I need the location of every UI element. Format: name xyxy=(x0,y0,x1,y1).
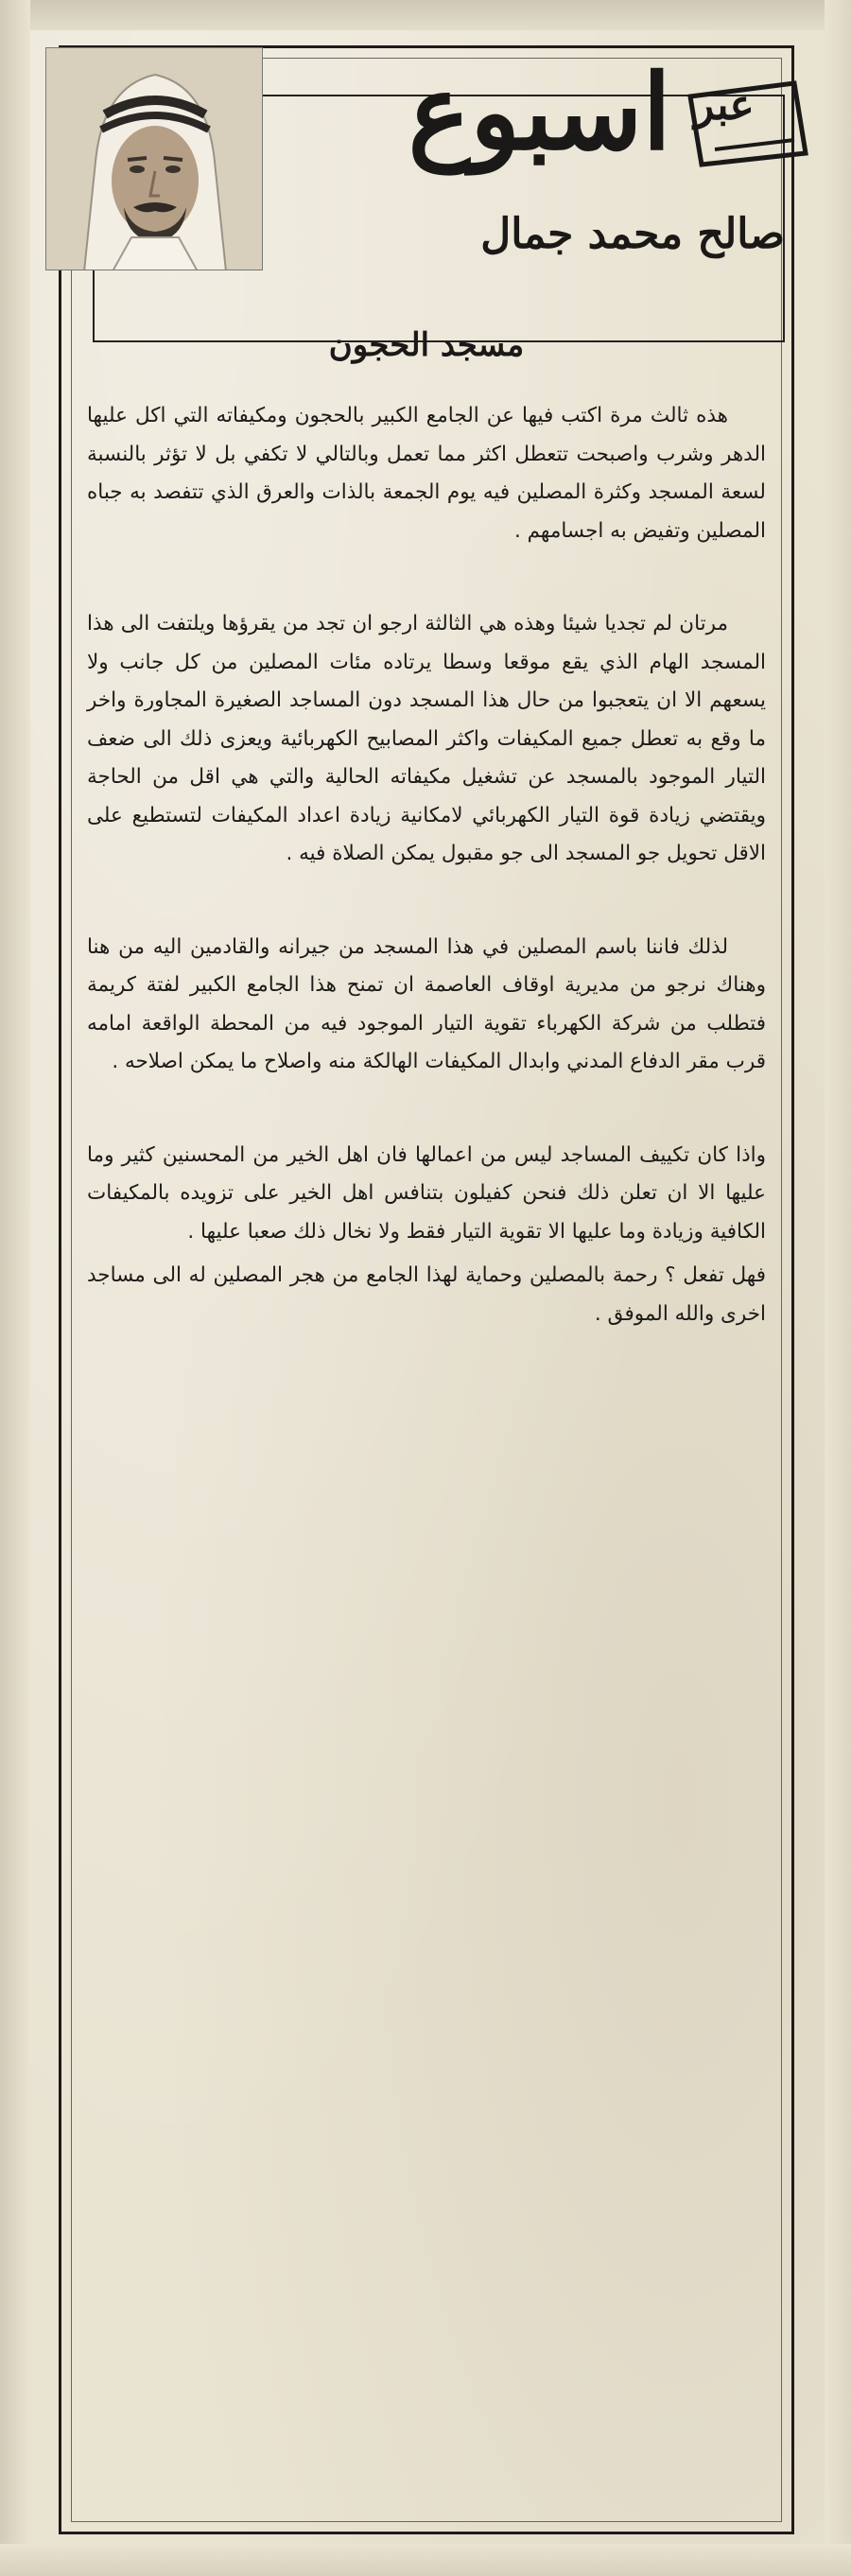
author-photo xyxy=(45,47,263,270)
column-logo xyxy=(681,78,813,168)
paper-right-edge xyxy=(825,0,851,2576)
column-name: اسبوع xyxy=(408,51,671,173)
article-paragraph-1: هذه ثالث مرة اكتب فيها عن الجامع الكبير بالحجون ومكيفاته التي اكل عليها الدهر وشرب واصبحت تتعطل اكثر مما تعمل وبالتالي لا تكفي بل لا تؤثر بالنسبة لسعة المسجد وكثرة المصلين فيه يوم الجمعة بالذات والعرق الذي تتفصد به جباه المصلين وتفيض به اجسامهم . xyxy=(87,404,766,543)
article-body xyxy=(87,397,766,1333)
author-name: صالح محمد جمال xyxy=(480,210,785,258)
article-paragraph-3: لذلك فاننا باسم المصلين في هذا المسجد من جيرانه والقادمين اليه من هنا وهناك نرجو من مديرية اوقاف العاصمة ان تمنح هذا الجامع الكبير لفتة كريمة فتطلب من شركة الكهرباء تقوية التيار الموجود فيه من المحطة الواقعة امامه قرب مقر الدفاع المدني وابدال المكيفات الهالكة منه واصلاح ما يمكن اصلاحه . xyxy=(87,934,766,1073)
portrait-photo-icon xyxy=(46,48,263,270)
article-paragraph-2: مرتان لم تجديا شيئا وهذه هي الثالثة ارجو ان تجد من يقرؤها ويلتفت الى هذا المسجد الهام الذي يقع موقعا وسطا يرتاده مئات المصلين من كل جانب ولا يسعهم الا ان يتعجبوا من حال هذا المسجد دون المساجد الصغيرة المجاورة واخر ما وقع به تعطل جميع المكيفات واكثر المصابيح الكهربائية ويعزى ذلك الى ضعف التيار الموجود بالمسجد عن تشغيل مكيفاته الحالية والتي هي اقل من الحاجة ويقتضي زيادة قوة التيار الكهربائي لامكانية زيادة اعداد المكيفات لتستطيع على الاقل تحويل جو المسجد الى جو مقبول يمكن الصلاة فيه . xyxy=(87,612,766,865)
paper-bottom-edge xyxy=(0,2544,851,2576)
article-title: مسجد الحجون xyxy=(328,326,525,364)
article-paragraph-5: فهل تفعل ؟ رحمة بالمصلين وحماية لهذا الجامع من هجر المصلين له الى مساجد اخرى والله الموفق . xyxy=(87,1263,766,1326)
column-logo-text: عبر xyxy=(694,81,755,130)
article-paragraph-4: واذا كان تكييف المساجد ليس من اعمالها فان اهل الخير من المحسنين كثير وما عليها الا ان تعلن ذلك فنحن كفيلون بتنافس اهل الخير على تزويده بالمكيفات الكافية وزيادة وما عليها الا تقوية التيار فقط ولا نخال ذلك صعبا عليها . xyxy=(87,1142,766,1244)
column-masthead xyxy=(340,51,813,210)
paper-top-edge xyxy=(0,0,851,30)
paper-left-edge xyxy=(0,0,30,2576)
